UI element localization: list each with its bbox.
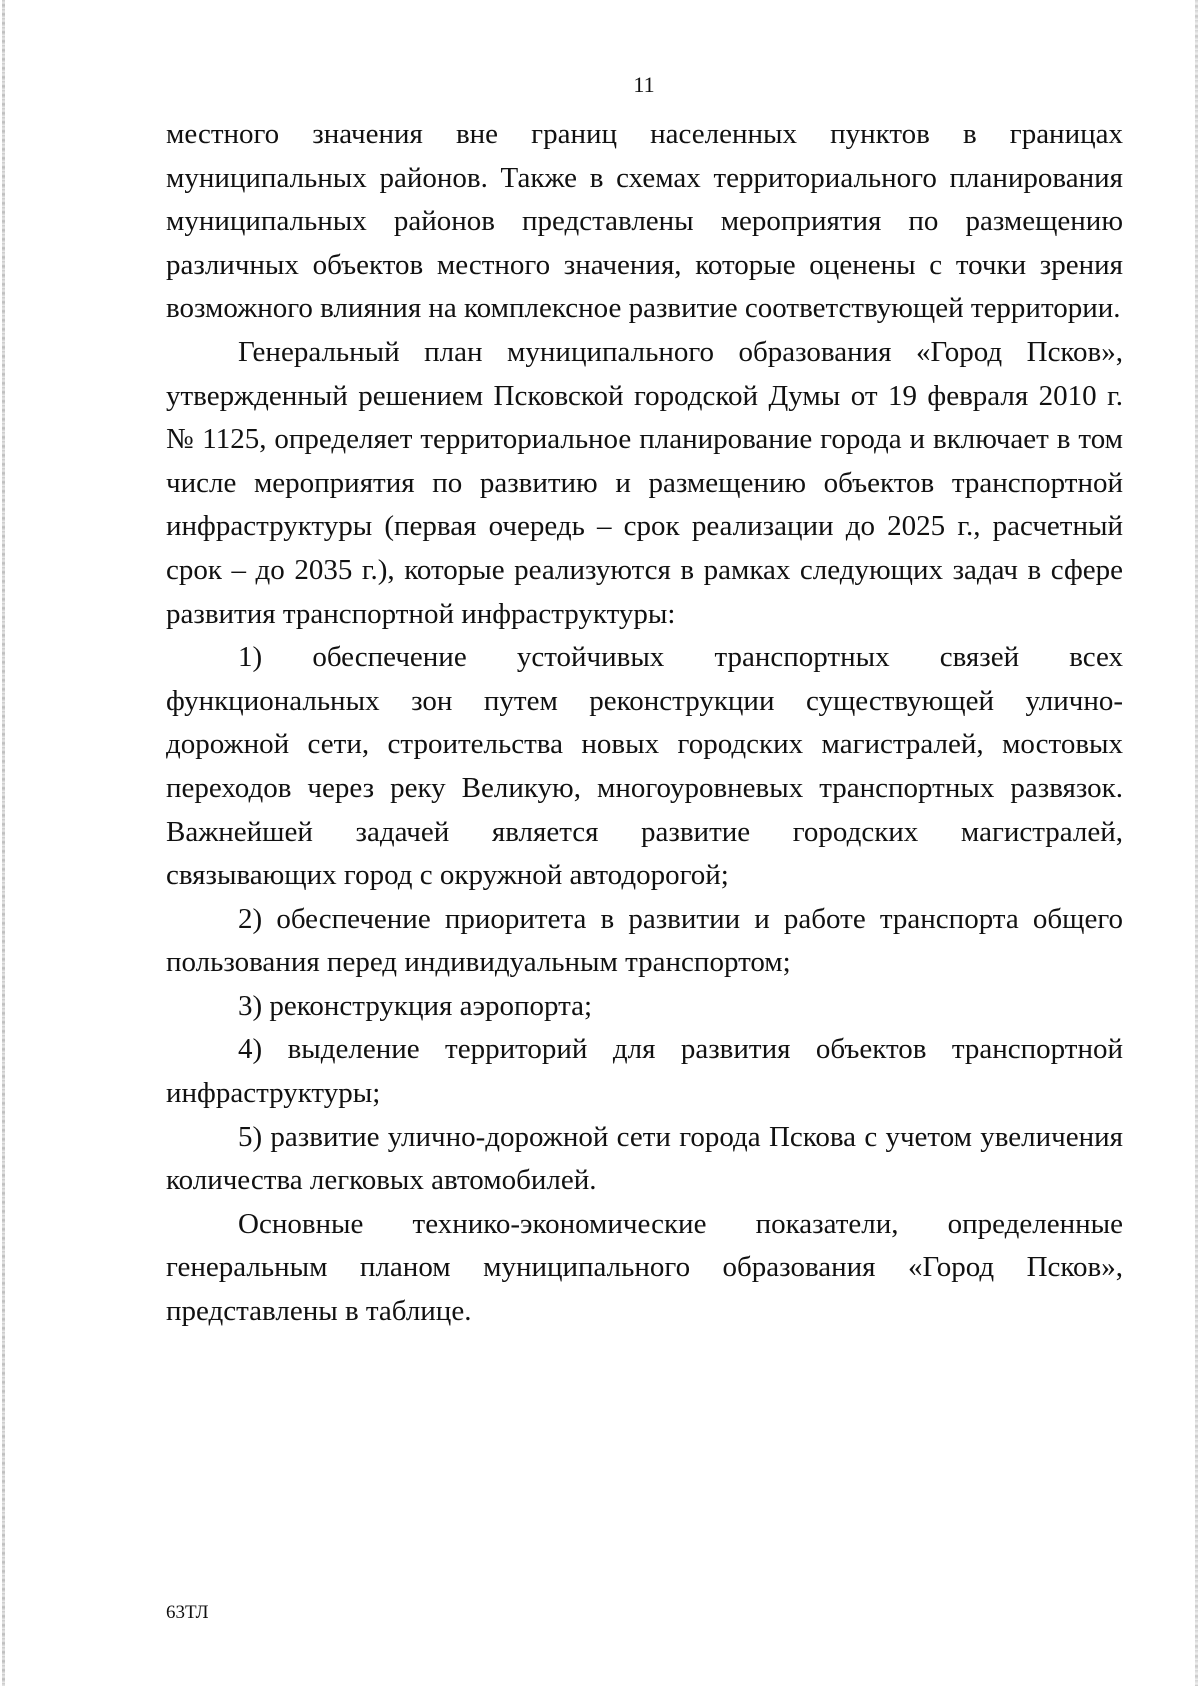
list-item-5: 5) развитие улично-дорожной сети города Пскова с учетом увеличения количества легковых автомобилей. [166, 1120, 1123, 1197]
list-item-1: 1) обеспечение устойчивых транспортных связей всех функциональных зон путем реконструкции существующей улично-дорожной сети, строительства новых городских магистралей, мостовых переходов через реку Великую, многоуровневых транспортных развязок. Важнейшей задачей является развитие городских магистралей, связывающих город с окружной автодорогой; [166, 641, 1123, 892]
document-body [166, 113, 1123, 1334]
list-item-2: 2) обеспечение приоритета в развитии и работе транспорта общего пользования перед индивидуальным транспортом; [166, 902, 1123, 979]
list-item-3: 3) реконструкция аэропорта; [238, 989, 593, 1022]
footer-document-code: 63ТЛ [166, 1602, 209, 1623]
scan-right-edge [1195, 0, 1198, 1686]
paragraph-indicators: Основные технико-экономические показатели, определенные генеральным планом муниципального образования «Город Псков», представлены в таблице. [166, 1207, 1123, 1328]
paragraph-continuation: местного значения вне границ населенных пунктов в границах муниципальных районов. Также в схемах территориального планирования муниципальных районов представлены мероприятия по размещению различных объектов местного значения, которые оценены с точки зрения возможного влияния на комплексное развитие соответствующей территории. [166, 118, 1123, 325]
list-item-4: 4) выделение территорий для развития объектов транспортной инфраструктуры; [166, 1033, 1123, 1110]
scan-left-edge [2, 0, 5, 1686]
paragraph-general-plan: Генеральный план муниципального образования «Город Псков», утвержденный решением Псковской городской Думы от 19 февраля 2010 г. № 1125, определяет территориальное планирование города и включает в том числе мероприятия по развитию и размещению объектов транспортной инфраструктуры (первая очередь – срок реализации до 2025 г., расчетный срок – до 2035 г.), которые реализуются в рамках следующих задач в сфере развития транспортной инфраструктуры: [166, 335, 1123, 630]
page-number: 11 [633, 72, 655, 97]
